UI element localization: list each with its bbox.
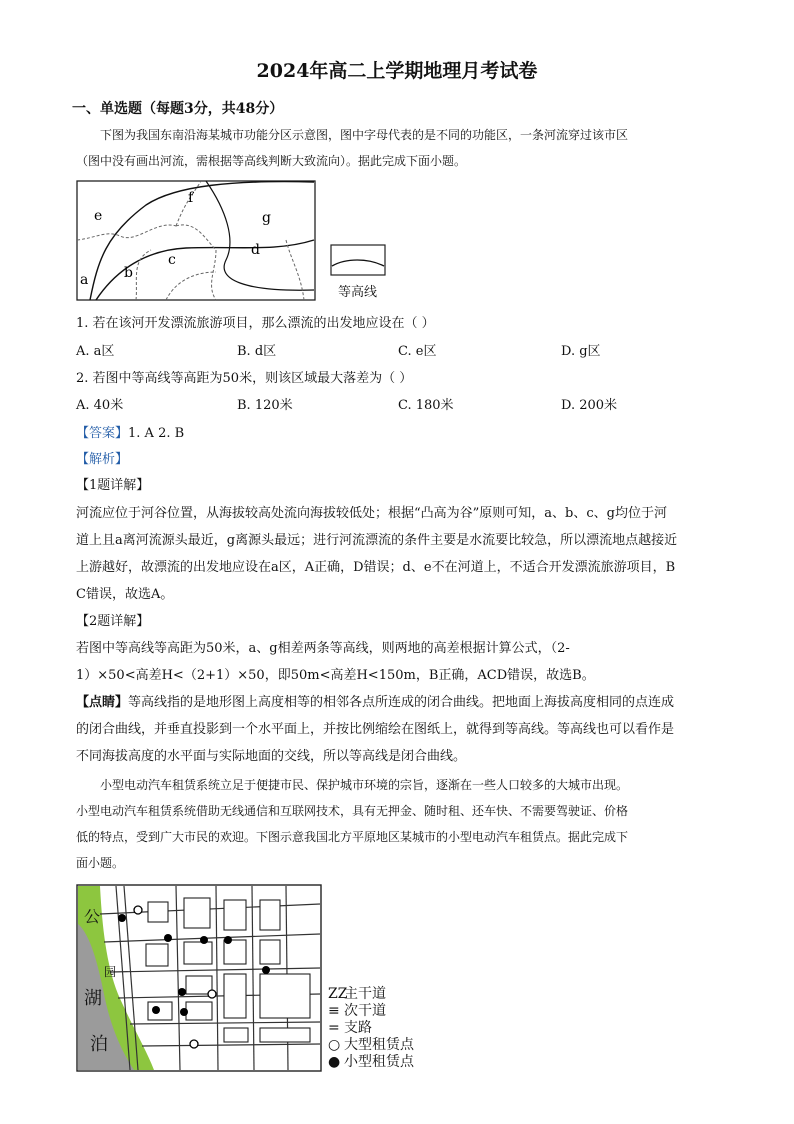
rental-map-legend — [328, 986, 414, 1071]
detail2-tag: 【2题详解】 — [76, 614, 150, 629]
point-line1 — [76, 691, 674, 710]
contour-legend-label: 等高线 — [338, 285, 378, 300]
legend-branch-road: = 支路 — [328, 1020, 372, 1036]
detail1-tag: 【1题详解】 — [76, 478, 150, 493]
q1-option-b[interactable]: B. d区 — [237, 344, 277, 359]
q2-option-a[interactable]: A. 40米 — [76, 398, 124, 413]
zone-label-g: g — [262, 210, 271, 226]
contour-legend-symbol — [330, 244, 386, 276]
intro2-line4: 面小题。 — [76, 856, 125, 870]
q2-option-c[interactable]: C. 180米 — [398, 398, 454, 413]
point-line3: 不同海拔高度的水平面与实际地面的交线，所以等高线是闭合曲线。 — [76, 749, 467, 764]
zone-label-b: b — [124, 265, 133, 281]
answer-tag: 【答案】 — [76, 426, 129, 441]
zone-label-f: f — [188, 190, 194, 206]
zone-label-e: e — [94, 208, 103, 224]
analysis-tag: 【解析】 — [76, 452, 129, 467]
zone-label-c: c — [168, 252, 176, 268]
park-label-2: 园 — [104, 965, 117, 979]
q1-option-a[interactable]: A. a区 — [76, 344, 115, 359]
q2-option-d[interactable]: D. 200米 — [561, 398, 618, 413]
answer-text: 1. A 2. B — [128, 426, 185, 441]
zone-map — [76, 180, 316, 302]
intro2-line3: 低的特点，受到广大市民的欢迎。下图示意我国北方平原地区某城市的小型电动汽车租赁点。据此完成下 — [76, 830, 629, 844]
section-heading: 一、单选题（每题3分，共48分） — [72, 101, 284, 117]
zone-label-d: d — [251, 242, 260, 258]
q1-option-d[interactable]: D. g区 — [561, 344, 601, 359]
point-tag: 【点睛】 — [76, 695, 129, 710]
intro1-line1: 下图为我国东南沿海某城市功能分区示意图，图中字母代表的是不同的功能区，一条河流穿过该市区 — [100, 128, 629, 142]
lake-label-2: 泊 — [90, 1034, 108, 1055]
q1-option-c[interactable]: C. e区 — [398, 344, 437, 359]
point-line2: 的闭合曲线，并垂直投影到一个水平面上，并按比例缩绘在图纸上，就得到等高线。等高线也可以看作是 — [76, 722, 675, 737]
detail1-line1: 河流应位于河谷位置，从海拔较高处流向海拔较低处；根据“凸高为谷”原则可知，a、b、c、g均位于河 — [76, 506, 667, 521]
detail2-line2: 1）×50<高差H<（2+1）×50，即50m<高差H<150m，B正确，ACD错误，故选B。 — [76, 668, 595, 683]
detail1-line4: C错误，故选A。 — [76, 587, 174, 602]
detail1-line3: 上游越好，故漂流的出发地应设在a区，A正确，D错误；d、e不在河道上，不适合开发漂流旅游项目，B — [76, 560, 676, 575]
exam-title: 2024年高二上学期地理月考试卷 — [256, 60, 538, 82]
zone-label-a: a — [80, 272, 89, 288]
detail1-line2: 道上且a离河流源头最近，g离源头最远；进行河流漂流的条件主要是水流要比较急，所以漂流地点越接近 — [76, 533, 678, 548]
detail2-line1: 若图中等高线等高距为50米，a、g相差两条等高线，则两地的高差根据计算公式，（2- — [76, 641, 570, 656]
park-label: 公 — [84, 907, 101, 926]
point-text-1: 等高线指的是地形图上高度相等的相邻各点所连成的闭合曲线。把地面上海拔高度相同的点连成 — [128, 695, 675, 710]
question-2-stem: 2. 若图中等高线等高距为50米，则该区域最大落差为（ ） — [76, 371, 413, 386]
legend-large-rental: ○ 大型租赁点 — [328, 1037, 414, 1053]
legend-secondary-road: ≡ 次干道 — [328, 1003, 386, 1019]
answer-line — [76, 422, 184, 441]
q2-option-b[interactable]: B. 120米 — [237, 398, 293, 413]
intro2-line1: 小型电动汽车租赁系统立足于便捷市民、保护城市环境的宗旨，逐渐在一些人口较多的大城市出现。 — [100, 778, 629, 792]
legend-main-road: ZZ主干道 — [328, 986, 386, 1002]
intro2-line2: 小型电动汽车租赁系统借助无线通信和互联网技术，具有无押金、随时租、还车快、不需要驾驶证、价格 — [76, 804, 629, 818]
rental-map — [76, 884, 322, 1072]
lake-label: 湖 — [84, 988, 102, 1009]
legend-small-rental: ● 小型租赁点 — [328, 1054, 414, 1070]
question-1-stem: 1. 若在该河开发漂流旅游项目，那么漂流的出发地应设在（ ） — [76, 316, 435, 331]
intro1-line2: （图中没有画出河流，需根据等高线判断大致流向）。据此完成下面小题。 — [76, 154, 467, 168]
